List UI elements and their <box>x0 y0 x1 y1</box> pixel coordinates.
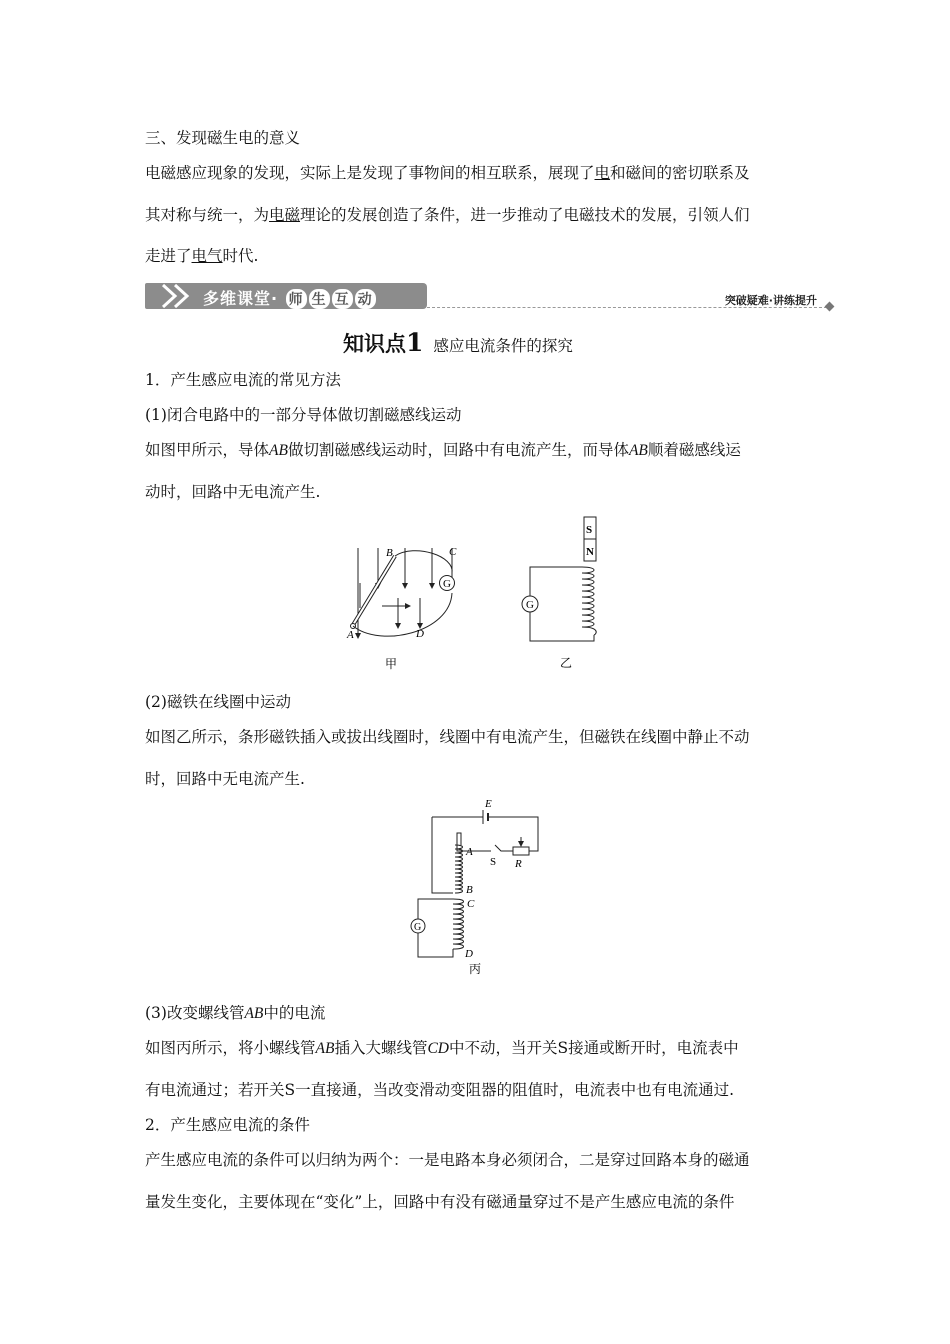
item-heading: (2)磁铁在线圈中运动 <box>145 693 291 711</box>
paragraph-line: 动时，回路中无电流产生. <box>145 483 321 501</box>
label-c: C <box>449 546 457 558</box>
paragraph-line: 时，回路中无电流产生. <box>145 770 305 788</box>
banner-title: 多维课堂· 师 生 互 动 <box>203 286 377 309</box>
figure-caption: 丙 <box>469 962 482 976</box>
section-banner <box>145 283 835 311</box>
figure-bing <box>405 795 550 980</box>
galvanometer-label: G <box>443 578 451 590</box>
resistor-label: R <box>515 858 522 870</box>
label-c: C <box>467 898 475 910</box>
magnet-s-label: S <box>586 524 593 536</box>
chevron-arrows-icon <box>145 283 203 309</box>
figure-jia <box>340 538 475 673</box>
galvanometer-label: G <box>414 922 422 933</box>
label-d: D <box>465 948 473 960</box>
switch-label: S <box>490 856 497 868</box>
item-heading: (3)改变螺线管AB中的电流 <box>145 1004 326 1022</box>
banner-subtitle: 突破疑难·讲练提升 <box>724 294 817 307</box>
label-b: B <box>386 547 393 559</box>
label-a: A <box>466 846 473 858</box>
section-heading: 三、发现磁生电的意义 <box>145 129 301 147</box>
diamond-icon <box>825 302 835 312</box>
subsection-heading: 2．产生感应电流的条件 <box>145 1116 310 1134</box>
paragraph-line: 走进了电气时代. <box>145 247 259 265</box>
figure-caption: 乙 <box>560 656 573 670</box>
paragraph-line: 其对称与统一，为电磁理论的发展创造了条件，进一步推动了电磁技术的发展，引领人们 <box>145 206 750 224</box>
item-heading: (1)闭合电路中的一部分导体做切割磁感线运动 <box>145 406 462 424</box>
knowledge-point-title: 知识点1 感应电流条件的探究 <box>343 328 573 357</box>
paragraph-line: 如图乙所示，条形磁铁插入或拔出线圈时，线圈中有电流产生，但磁铁在线圈中静止不动 <box>145 728 750 746</box>
paragraph-line: 如图丙所示，将小螺线管AB插入大螺线管CD中不动，当开关S接通或断开时，电流表中 <box>145 1039 739 1057</box>
label-d: D <box>416 628 424 640</box>
paragraph-line: 电磁感应现象的发现，实际上是发现了事物间的相互联系，展现了电和磁间的密切联系及 <box>145 164 750 182</box>
paragraph-line: 有电流通过；若开关S一直接通，当改变滑动变阻器的阻值时，电流表中也有电流通过. <box>145 1081 735 1099</box>
paragraph-line: 产生感应电流的条件可以归纳为两个：一是电路本身必须闭合，二是穿过回路本身的磁通 <box>145 1151 750 1169</box>
figure-caption: 甲 <box>385 657 398 671</box>
figure-yi <box>510 515 620 675</box>
banner-bar <box>145 283 427 309</box>
subsection-heading: 1．产生感应电流的常见方法 <box>145 371 341 389</box>
magnet-n-label: N <box>586 546 594 558</box>
label-e: E <box>485 798 492 810</box>
label-a: A <box>347 629 354 641</box>
label-b: B <box>466 884 473 896</box>
paragraph-line: 如图甲所示，导体AB做切割磁感线运动时，回路中有电流产生，而导体AB顺着磁感线运 <box>145 441 741 459</box>
galvanometer-label: G <box>526 599 534 611</box>
paragraph-line: 量发生变化，主要体现在“变化”上，回路中有没有磁通量穿过不是产生感应电流的条件 <box>145 1193 735 1211</box>
